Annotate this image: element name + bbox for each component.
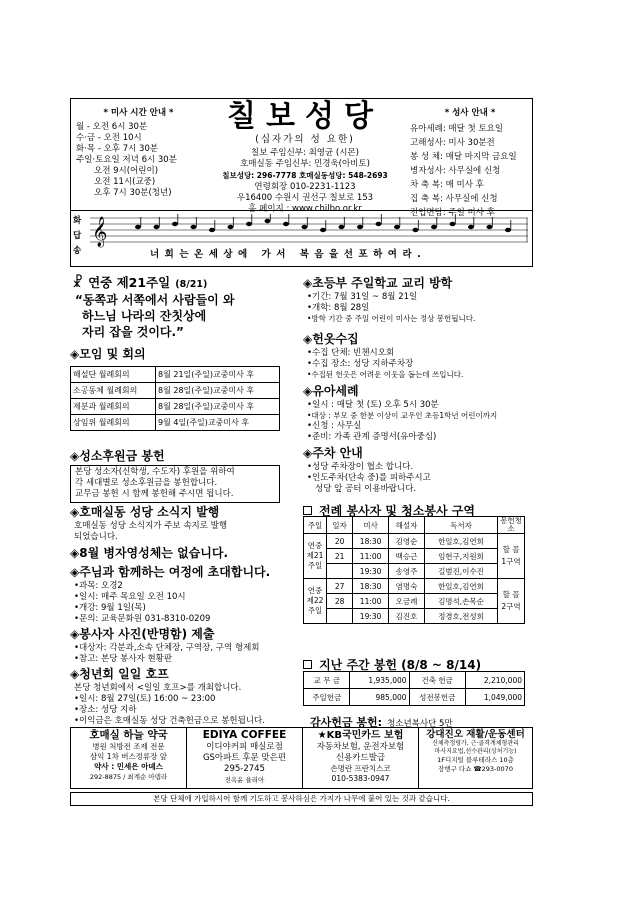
baptism-line: •대상 : 부모 중 한분 이상이 교우인 초등1학년 어린이까지 [307, 411, 498, 420]
commentator-cell: 송영주 [389, 564, 425, 579]
news-line: 되었습니다. [74, 532, 118, 542]
offering-amount: 2,210,000 [465, 672, 524, 689]
ad-line: 장행구 다쇼 ☎293-0070 [438, 765, 513, 773]
clothes-heading: ◈헌옷수집 [303, 332, 359, 346]
ad-line: 전옥윤 율리아 [224, 776, 265, 784]
meetings-table [70, 366, 280, 431]
music-note [135, 225, 141, 229]
mass-line: 월 - 오전 6시 30분 [76, 122, 148, 132]
offering-amount: 1,935,000 [350, 672, 409, 689]
news-body [74, 521, 227, 543]
parking-body [307, 462, 431, 495]
parish-line: 칠보성당: 296-7778 호매실동성당: 548-2693 [222, 171, 388, 180]
ad-name: 호매실 하늘 약국 [89, 729, 168, 741]
table-row [71, 383, 280, 399]
col-header: 미사 [353, 517, 389, 534]
table-row [71, 415, 280, 431]
baptism-heading: ◈유아세례 [303, 384, 359, 398]
time-cell: 11:00 [353, 549, 389, 564]
meetings-heading: ◈모임 및 회의 [70, 347, 146, 361]
day-cell [327, 609, 353, 624]
journey-line: •일시: 매주 목요일 오전 10시 [74, 592, 186, 602]
music-note [339, 225, 345, 229]
mass-line: 화·목 - 오후 7시 30분 [76, 144, 159, 154]
meeting-time: 8월 28일(주일)교중미사 후 [156, 383, 280, 399]
parking-line: •성당 주차장이 협소 합니다. [307, 462, 414, 472]
week-quote [75, 292, 235, 340]
mass-line: 주일·토요일 저녁 6시 30분 [76, 155, 177, 165]
patron-heading: ◈8월 병자영성체는 없습니다. [70, 546, 229, 560]
meeting-time: 9월 4일(주일)교중미사 후 [156, 415, 280, 431]
youth-line: •일시: 8월 27일(토) 16:00 ~ 23:00 [74, 694, 216, 704]
week-title-block [72, 272, 207, 291]
school-heading: ◈초등부 주일학교 교리 방학 [303, 276, 453, 290]
week-label: 연중 제22 주일 [304, 579, 327, 624]
footer-text: 본당 단체에 가입하시어 함께 기도하고 봉사하심은 가지가 나무에 붙어 있는 것과 같습니다. [153, 794, 450, 803]
quote-line: 하느님 나라의 잔칫상에 [82, 309, 207, 323]
sacrament-line: 유아세례: 매달 첫 토요일 [410, 124, 504, 134]
reader-cell: 임현구,지원희 [425, 549, 498, 564]
parking-heading: ◈주차 안내 [303, 446, 363, 460]
day-cell [327, 564, 353, 579]
grid-box-icon [303, 660, 312, 669]
ad-rehab [419, 729, 532, 774]
commentator-cell: 염명숙 [389, 579, 425, 594]
table-row [304, 672, 525, 689]
sacrament-line: 고해성사: 미사 30분전 [410, 138, 495, 148]
ad-line: GS아파트 후문 맞은편 [202, 753, 287, 763]
ad-line: 1F디지털 블루테라스 10층 [437, 756, 514, 764]
offering-amount: 985,000 [350, 689, 409, 706]
clothes-line: •수집된 헌옷은 어려운 이웃을 돕는데 쓰입니다. [307, 370, 464, 379]
reader-cell: 한일호,김연희 [425, 534, 498, 549]
meeting-name: 소공동체 월례회의 [71, 383, 156, 399]
school-line: •기간: 7월 31일 ~ 8월 21일 [307, 292, 418, 302]
commentator-cell: 김진호 [389, 609, 425, 624]
photo-line: •대상자: 각분과,소속 단체장, 구역장, 구역 형제회 [74, 643, 260, 653]
week-date: (8/21) [175, 279, 208, 290]
music-note [265, 219, 271, 223]
hymn-label: 화답송 [73, 216, 82, 256]
time-cell: 11:00 [353, 594, 389, 609]
music-note [376, 222, 382, 226]
ad-insurance [303, 729, 418, 784]
day-cell: 28 [327, 594, 353, 609]
hymn-divider [70, 210, 533, 211]
ad-name: 강대진오 재활/운동센터 [426, 729, 525, 740]
grid-box-icon [303, 506, 312, 515]
journey-line: •개강: 9월 1일(목) [74, 603, 146, 613]
table-header [304, 517, 525, 534]
sacrament-line: 차 축 복: 매 미사 후 [410, 180, 484, 190]
youth-heading: ◈청년회 일일 호프 [70, 667, 169, 681]
parish-line: 연령회장 010-2231-1123 [254, 182, 356, 192]
col-header: 독서자 [425, 517, 498, 534]
music-note [320, 228, 326, 232]
parish-line: 우16400 수원시 권선구 칠보로 153 [236, 193, 374, 203]
col-header: 주일 [304, 517, 327, 534]
thanks-text: 청소년복사단 5만 [387, 719, 453, 729]
day-cell: 21 [327, 549, 353, 564]
offering-table [303, 671, 525, 706]
ad-line: 신용카드발급 [335, 753, 386, 763]
svg-text:𝄞: 𝄞 [92, 217, 108, 247]
ad-line: 292-8875 / 최계순 아뎁라 [89, 773, 168, 781]
parish-line: 칠보 주임신부: 최영균 (시몬) [251, 148, 359, 158]
ad-line: 295-2745 [224, 764, 265, 774]
parking-line: 성당 앞 공터 이용바랍니다. [315, 484, 417, 494]
table-row [71, 367, 280, 383]
youth-body [74, 683, 265, 727]
ad-line: 손명란 프란치스코 [330, 764, 391, 773]
offering-label: 성전봉헌금 [409, 689, 465, 706]
meeting-name: 상임위 월례회의 [71, 415, 156, 431]
offering-label: 교 무 금 [304, 672, 350, 689]
reader-cell: 한일호,김연희 [425, 579, 498, 594]
table-row [304, 579, 525, 594]
reader-cell: 김명석,손목순 [425, 594, 498, 609]
photo-line: •참고: 본당 봉사자 현황판 [74, 654, 173, 664]
table-row [304, 564, 525, 579]
sacrament-line: 전입면담: 주일 미사 후 [410, 208, 495, 218]
music-note [413, 228, 419, 232]
parish-line: 호매실동 주임신부: 민경욱(아비토) [240, 159, 370, 169]
offering-amount: 1,049,000 [465, 689, 524, 706]
mass-heading: * 미사 시간 안내 * [103, 108, 174, 118]
ad-pharmacy [71, 729, 186, 782]
time-cell: 18:30 [353, 579, 389, 594]
sacrament-info [410, 108, 530, 220]
saints-line: 교무금 봉헌 시 함께 봉헌해 주시면 됩니다. [75, 489, 234, 499]
mass-times [76, 108, 201, 199]
week-title: 연중 제21주일 [88, 275, 171, 290]
table-row [71, 399, 280, 415]
youth-line: •이익금은 호매실동 성당 건축헌금으로 봉헌됩니다. [74, 716, 265, 726]
col-header: 봉헌청소 [498, 517, 525, 534]
ad-name [303, 729, 418, 742]
time-cell: 19:30 [353, 564, 389, 579]
parish-block [205, 100, 405, 215]
clean-cell: 할 꼴 1구역 [498, 534, 525, 579]
table-row [304, 594, 525, 609]
time-cell: 18:30 [353, 534, 389, 549]
chi-rho-icon: ☧ [72, 275, 83, 291]
commentator-cell: 김영순 [389, 534, 425, 549]
service-table [303, 516, 525, 624]
time-cell: 19:30 [353, 609, 389, 624]
music-note [487, 225, 493, 229]
music-staff [90, 214, 530, 248]
baptism-line: •신청 : 사무실 [307, 421, 362, 431]
saints-line: 본당 성소자(신학생, 수도자) 후원을 위하여 [75, 467, 235, 477]
table-row [304, 549, 525, 564]
clean-cell: 할 꼴 2구역 [498, 579, 525, 624]
music-note [357, 225, 363, 229]
offering-label: 건축 헌금 [409, 672, 465, 689]
photo-heading: ◈봉사자 사진(반명함) 제출 [70, 627, 215, 641]
service-heading: 전례 봉사자 및 청소봉사 구역 [319, 504, 475, 518]
music-note [209, 228, 215, 232]
sacrament-line: 봉 성 체: 매달 마지막 금요일 [410, 152, 517, 162]
clothes-line: •수집 단체: 빈첸시오회 [307, 348, 395, 358]
quote-line: 자리 잡을 것이다.” [82, 325, 184, 339]
journey-line: •과목: 오경2 [74, 581, 123, 591]
reader-cell: 길범진,이수진 [425, 564, 498, 579]
music-note [302, 225, 308, 229]
ad-line: 삼익 1차 버스정류장 앞 [89, 752, 168, 761]
music-note [228, 225, 234, 229]
ad-name-text: KB국민카드 보험 [326, 730, 404, 741]
meeting-name: 해설단 월례회의 [71, 367, 156, 383]
meeting-time: 8월 21일(주일)교중미사 후 [156, 367, 280, 383]
clothes-body [307, 348, 463, 380]
hymn-lyrics: 너희는온세상에 가서 복음을선포하여라. [150, 249, 427, 260]
sacrament-heading: * 성사 안내 * [444, 108, 496, 118]
clothes-line: •수집 장소: 성당 지하주차장 [307, 359, 414, 369]
ad-line: 약사 : 민세은 아녜스 [94, 762, 163, 771]
ad-line: 010-5383-0947 [331, 774, 390, 783]
journey-heading: ◈주님과 함께하는 여정에 초대합니다. [70, 565, 271, 579]
news-line: 호매실동 성당 소식지가 주보 속지로 발행 [74, 521, 228, 531]
music-note [394, 225, 400, 229]
music-note [431, 225, 437, 229]
baptism-line: •일시 : 매달 첫 (토) 오후 5시 30분 [307, 400, 439, 410]
offering-label: 주일헌금 [304, 689, 350, 706]
day-cell: 27 [327, 579, 353, 594]
col-header: 해설자 [389, 517, 425, 534]
sacrament-line: 병자성사: 사무실에 신청 [410, 166, 501, 176]
saints-box [70, 465, 280, 503]
baptism-body [307, 400, 497, 443]
music-note [283, 222, 289, 226]
music-note [191, 225, 197, 229]
school-line: •방학 기간 중 주일 어린이 미사는 정상 봉헌됩니다. [307, 314, 476, 323]
table-row [304, 534, 525, 549]
music-note [154, 225, 160, 229]
saints-line: 각 세대별로 성소후원금을 봉헌합니다. [75, 478, 218, 488]
music-note [246, 222, 252, 226]
school-line: •개학: 8월 28일 [307, 303, 370, 313]
saints-heading: ◈성소후원금 봉헌 [70, 449, 165, 463]
music-note [505, 228, 511, 232]
journey-line: •문의: 교육문화원 031-8310-0209 [74, 614, 211, 624]
commentator-cell: 오금례 [389, 594, 425, 609]
parish-subtitle: (십자가의 성 요한) [255, 134, 355, 145]
music-note [450, 222, 456, 226]
parish-line: 홈 페이지 : www.chilbo.or.kr [248, 204, 362, 214]
ad-line: 신체측정평가, 근·골격계체형관리 [432, 740, 519, 747]
star-icon: ★ [317, 730, 327, 741]
ad-name: EDIYA COFFEE [202, 729, 287, 741]
ad-line: 마사지요법,선수관리(상처기능) [434, 748, 517, 755]
ad-coffee [187, 729, 302, 785]
meeting-time: 8월 28일(주일)교중미사 후 [156, 399, 280, 415]
col-header: 일자 [327, 517, 353, 534]
youth-line: 본당 청년회에서 <일일 호프>를 개최합니다. [74, 683, 242, 693]
mass-line: 오후 7시 30분(청년) [94, 188, 172, 198]
parish-title: 칠보성당 [227, 99, 383, 134]
ad-line: 자동차보험, 운전자보험 [316, 742, 405, 752]
table-row [304, 689, 525, 706]
table-row [304, 609, 525, 624]
quote-line: “동쪽과 서쪽에서 사람들이 와 [75, 293, 235, 307]
reader-cell: 정경호,전성희 [425, 609, 498, 624]
mass-line: 오전 9시(어린이) [94, 166, 159, 176]
parking-line: •인도주차(단속 중)를 피하주시고 [307, 473, 431, 483]
journey-body [74, 581, 210, 625]
mass-line: 수·금 - 오전 10시 [76, 133, 142, 143]
week-label: 연중 제21 주일 [304, 534, 327, 579]
commentator-cell: 백승근 [389, 549, 425, 564]
meeting-name: 제분과 월례회의 [71, 399, 156, 415]
thanks-label: 감사헌금 봉헌: [310, 716, 382, 729]
baptism-line: •준비: 가족 관계 증명서(유아중심) [307, 432, 437, 442]
mass-line: 오전 11시(교중) [94, 177, 156, 187]
offering-heading: 지난 주간 봉헌 (8/8 ~ 8/14) [319, 658, 482, 672]
music-note [172, 222, 178, 226]
music-note [468, 225, 474, 229]
ad-line: 이디야커피 매실로점 [206, 742, 283, 752]
ad-line: 병원 처방전 조제 전문 [92, 742, 165, 751]
school-body [307, 292, 475, 324]
sacrament-line: 집 축 복: 사무실에 신청 [410, 194, 498, 204]
youth-line: •장소: 성당 지하 [74, 705, 137, 715]
photo-body [74, 643, 260, 665]
day-cell: 20 [327, 534, 353, 549]
news-heading: ◈호매실동 성당 소식지 발행 [70, 505, 220, 519]
